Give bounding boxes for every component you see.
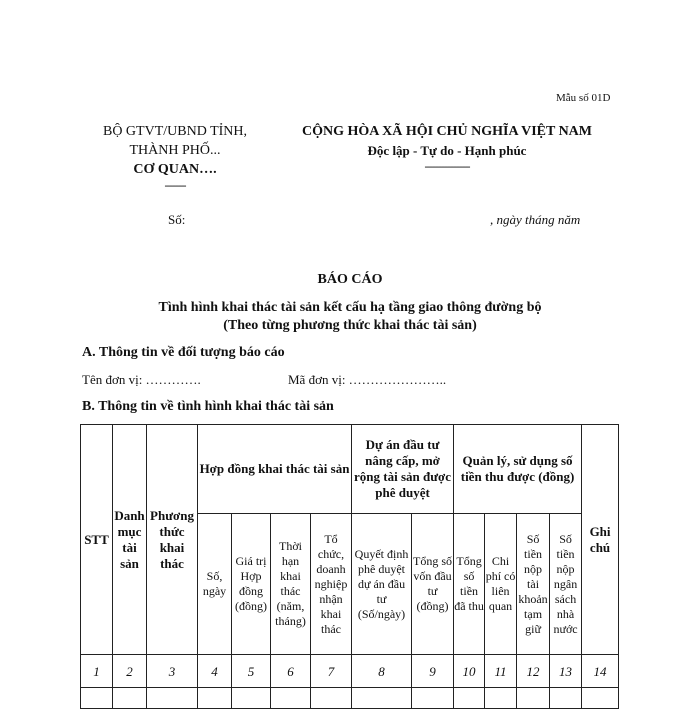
header-exploitation-method: Phương thức khai thác: [147, 425, 198, 655]
national-title: CỘNG HÒA XÃ HỘI CHỦ NGHĨA VIỆT NAM: [301, 124, 592, 139]
data-row-empty: [81, 688, 619, 709]
subheader-investment-decision: Quyết định phê duyệt dự án đầu tư (Số/ngày): [352, 514, 412, 655]
subtitle-line-2: (Theo từng phương thức khai thác tài sản): [223, 318, 477, 333]
section-a-heading: A. Thông tin về đối tượng báo cáo: [82, 345, 285, 360]
table-cell[interactable]: [147, 688, 198, 709]
header-contract-group: Hợp đồng khai thác tài sản: [198, 425, 352, 514]
column-number: 9: [412, 655, 454, 688]
subheader-escrow-deposit: Số tiền nộp tài khoản tạm giữ: [517, 514, 550, 655]
subheader-contract-number-date: Số, ngày: [198, 514, 232, 655]
exploitation-report-table: [80, 424, 619, 709]
table-cell[interactable]: [352, 688, 412, 709]
subheader-total-investment: Tổng số vốn đầu tư (đồng): [412, 514, 454, 655]
column-number: 13: [550, 655, 582, 688]
date-line: , ngày tháng năm: [490, 212, 581, 227]
column-number: 3: [147, 655, 198, 688]
subheader-total-collected: Tổng số tiền đã thu: [454, 514, 485, 655]
column-number: 5: [232, 655, 271, 688]
national-motto: Độc lập - Tự do - Hạnh phúc: [367, 143, 527, 158]
subheader-exploitation-term: Thời hạn khai thác (năm, tháng): [271, 514, 311, 655]
table-cell[interactable]: [517, 688, 550, 709]
column-number: 10: [454, 655, 485, 688]
table-cell[interactable]: [582, 688, 619, 709]
subheader-state-budget: Số tiền nộp ngân sách nhà nước: [550, 514, 582, 655]
table-cell[interactable]: [412, 688, 454, 709]
form-number: Mẫu số 01D: [556, 92, 611, 104]
table-cell[interactable]: [232, 688, 271, 709]
column-number: 2: [113, 655, 147, 688]
table-cell[interactable]: [454, 688, 485, 709]
unit-name-field: Tên đơn vị: ………….: [82, 372, 201, 387]
header-note: Ghi chú: [582, 425, 619, 655]
column-number: 4: [198, 655, 232, 688]
column-number: 12: [517, 655, 550, 688]
column-number: 7: [311, 655, 352, 688]
column-number: 14: [582, 655, 619, 688]
column-number: 11: [485, 655, 517, 688]
issuing-agency-header: [70, 122, 280, 191]
column-number: 1: [81, 655, 113, 688]
header-row-groups: [81, 425, 619, 514]
national-header: [282, 122, 612, 172]
report-title: BÁO CÁO: [317, 272, 383, 287]
section-b-heading: B. Thông tin về tình hình khai thác tài sản: [82, 399, 334, 414]
header-asset-category: Danh mục tài sản: [113, 425, 147, 655]
subheader-exploiting-organization: Tổ chức, doanh nghiệp nhận khai thác: [311, 514, 352, 655]
national-separator: ---------------: [424, 159, 470, 173]
column-number: 8: [352, 655, 412, 688]
table-cell[interactable]: [311, 688, 352, 709]
agency-line-2: THÀNH PHỐ...: [129, 143, 221, 158]
agency-line-1: BỘ GTVT/UBND TỈNH,: [102, 124, 247, 139]
header-project-group: Dự án đầu tư nâng cấp, mở rộng tài sản được phê duyệt: [352, 425, 454, 514]
table-cell[interactable]: [485, 688, 517, 709]
subtitle-line-1: Tình hình khai thác tài sản kết cấu hạ tầng giao thông đường bộ: [158, 300, 542, 315]
table-cell[interactable]: [81, 688, 113, 709]
agency-line-3: CƠ QUAN….: [133, 162, 217, 177]
table-cell[interactable]: [550, 688, 582, 709]
column-number: 6: [271, 655, 311, 688]
subheader-contract-value: Giá trị Hợp đồng (đồng): [232, 514, 271, 655]
table-cell[interactable]: [113, 688, 147, 709]
header-stt: STT: [81, 425, 113, 655]
subheader-related-costs: Chi phí có liên quan: [485, 514, 517, 655]
document-number-label: Số:: [168, 212, 186, 227]
report-subtitle: [0, 299, 700, 335]
table-cell[interactable]: [198, 688, 232, 709]
table-cell[interactable]: [271, 688, 311, 709]
unit-code-field: Mã đơn vị: …………………..: [288, 372, 447, 387]
column-number-row: [81, 655, 619, 688]
agency-separator: -------: [164, 178, 186, 192]
header-revenue-group: Quản lý, sử dụng số tiền thu được (đồng): [454, 425, 582, 514]
